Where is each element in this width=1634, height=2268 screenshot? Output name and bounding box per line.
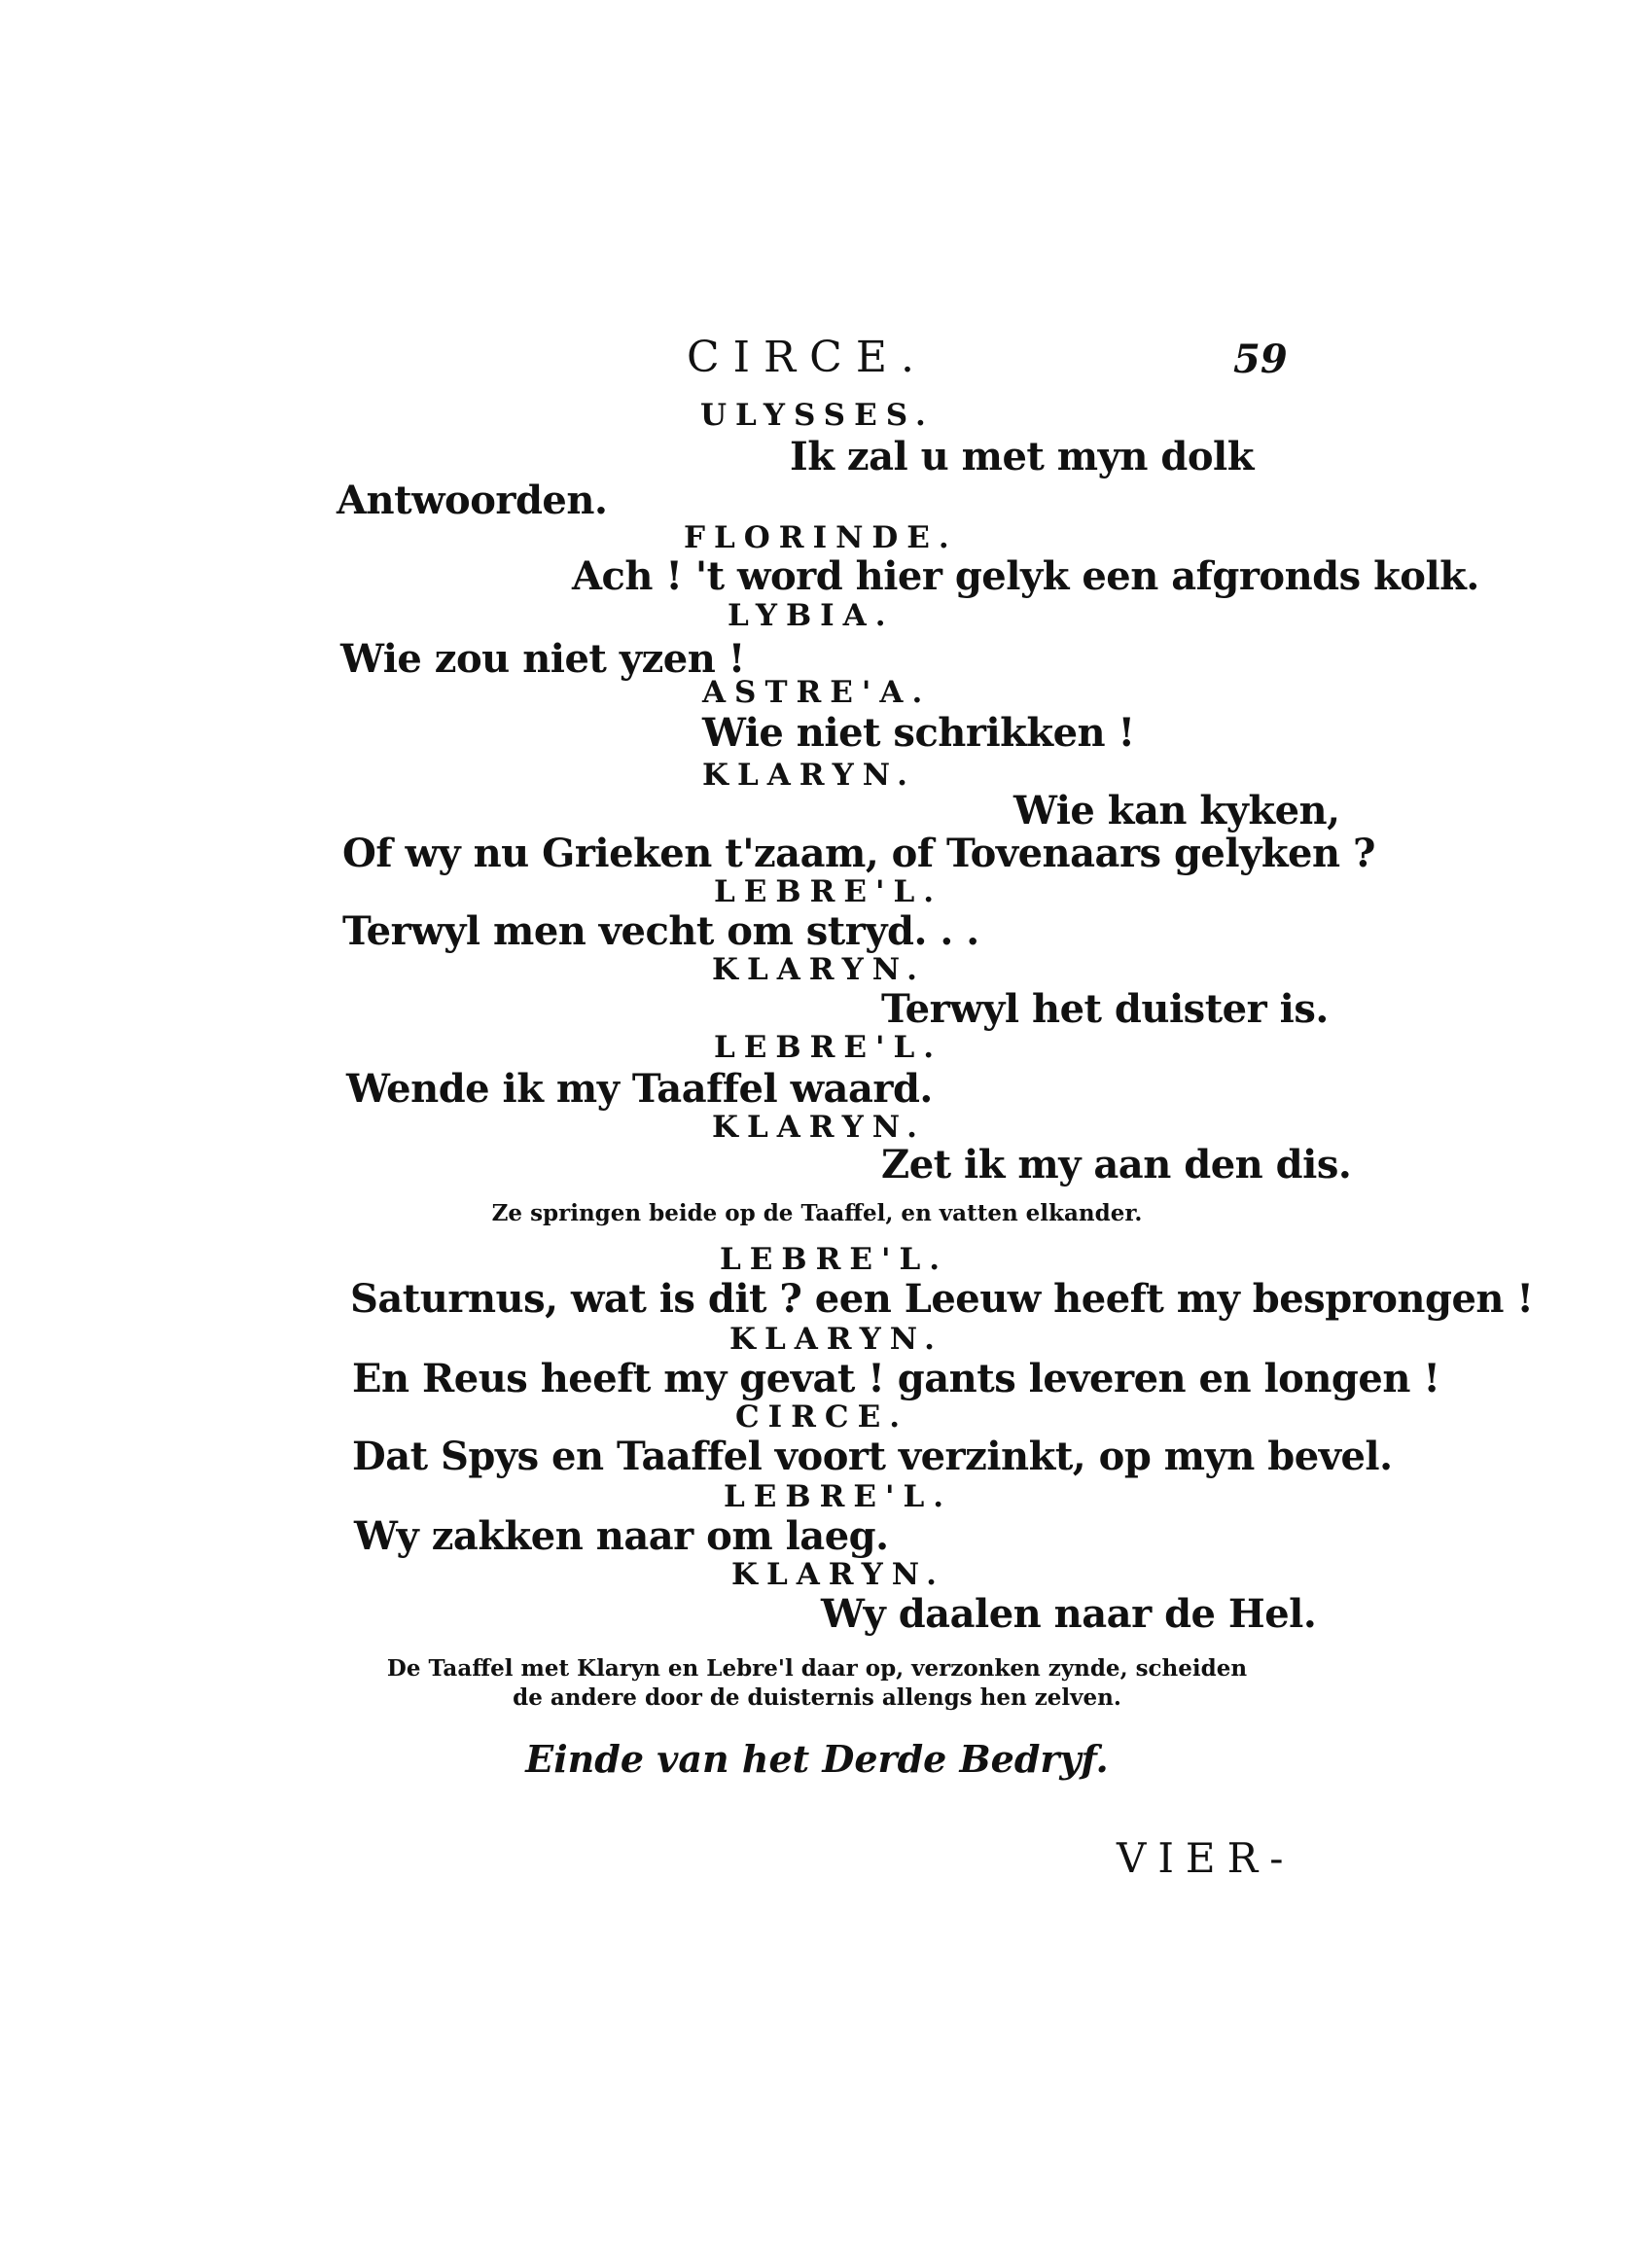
stage-direction: De Taaffel met Klaryn en Lebre'l daar op, verzonken zynde, scheiden	[386, 1655, 1248, 1682]
verse-line: Wy daalen naar de Hel.	[821, 1591, 1317, 1637]
verse-line: Ach ! 't word hier gelyk een afgronds kolk.	[572, 553, 1479, 599]
stage-direction: de andere door de duisternis allengs hen zelven.	[513, 1684, 1121, 1711]
speaker-florinde: FLORINDE.	[684, 520, 958, 555]
speaker-lebrel: LEBRE'L.	[714, 1030, 943, 1065]
verse-line: Wie niet schrikken !	[702, 710, 1135, 756]
verse-line: Terwyl men vecht om stryd. . .	[342, 908, 979, 954]
act-ending: Einde van het Derde Bedryf.	[525, 1737, 1109, 1781]
verse-line: Antwoorden.	[337, 478, 608, 523]
verse-line: Saturnus, wat is dit ? een Leeuw heeft my besprongen !	[350, 1276, 1534, 1322]
speaker-klaryn: KLARYN.	[712, 952, 926, 987]
verse-line: Zet ik my aan den dis.	[881, 1142, 1352, 1187]
verse-line: Terwyl het duister is.	[881, 986, 1329, 1032]
page-number: 59	[1233, 337, 1288, 382]
speaker-lybia: LYBIA.	[728, 598, 895, 633]
speaker-lebrel: LEBRE'L.	[714, 874, 943, 909]
speaker-circe: CIRCE.	[735, 1400, 909, 1435]
running-title: CIRCE.	[687, 333, 928, 382]
speaker-ulysses: ULYSSES.	[700, 398, 935, 433]
speaker-lebrel: LEBRE'L.	[724, 1479, 953, 1514]
speaker-klaryn: KLARYN.	[729, 1322, 943, 1357]
verse-line: Wy zakken naar om laeg.	[354, 1513, 889, 1559]
verse-line: Wie zou niet yzen !	[340, 636, 745, 682]
speaker-astrea: ASTRE'A.	[702, 675, 932, 710]
verse-line: En Reus heeft my gevat ! gants leveren en longen !	[352, 1356, 1440, 1401]
verse-line: Wie kan kyken,	[1013, 788, 1340, 833]
speaker-klaryn: KLARYN.	[712, 1110, 926, 1145]
speaker-klaryn: KLARYN.	[702, 758, 916, 793]
verse-line: Wende ik my Taaffel waard.	[346, 1066, 933, 1112]
catchword: VIER-	[1117, 1834, 1296, 1882]
verse-line: Ik zal u met myn dolk	[790, 434, 1254, 479]
speaker-klaryn: KLARYN.	[731, 1557, 945, 1592]
speaker-lebrel: LEBRE'L.	[720, 1242, 949, 1277]
verse-line: Of wy nu Grieken t'zaam, of Tovenaars gelyken ?	[342, 831, 1375, 876]
verse-line: Dat Spys en Taaffel voort verzinkt, op myn bevel.	[352, 1434, 1393, 1479]
stage-direction: Ze springen beide op de Taaffel, en vatten elkander.	[491, 1200, 1143, 1226]
